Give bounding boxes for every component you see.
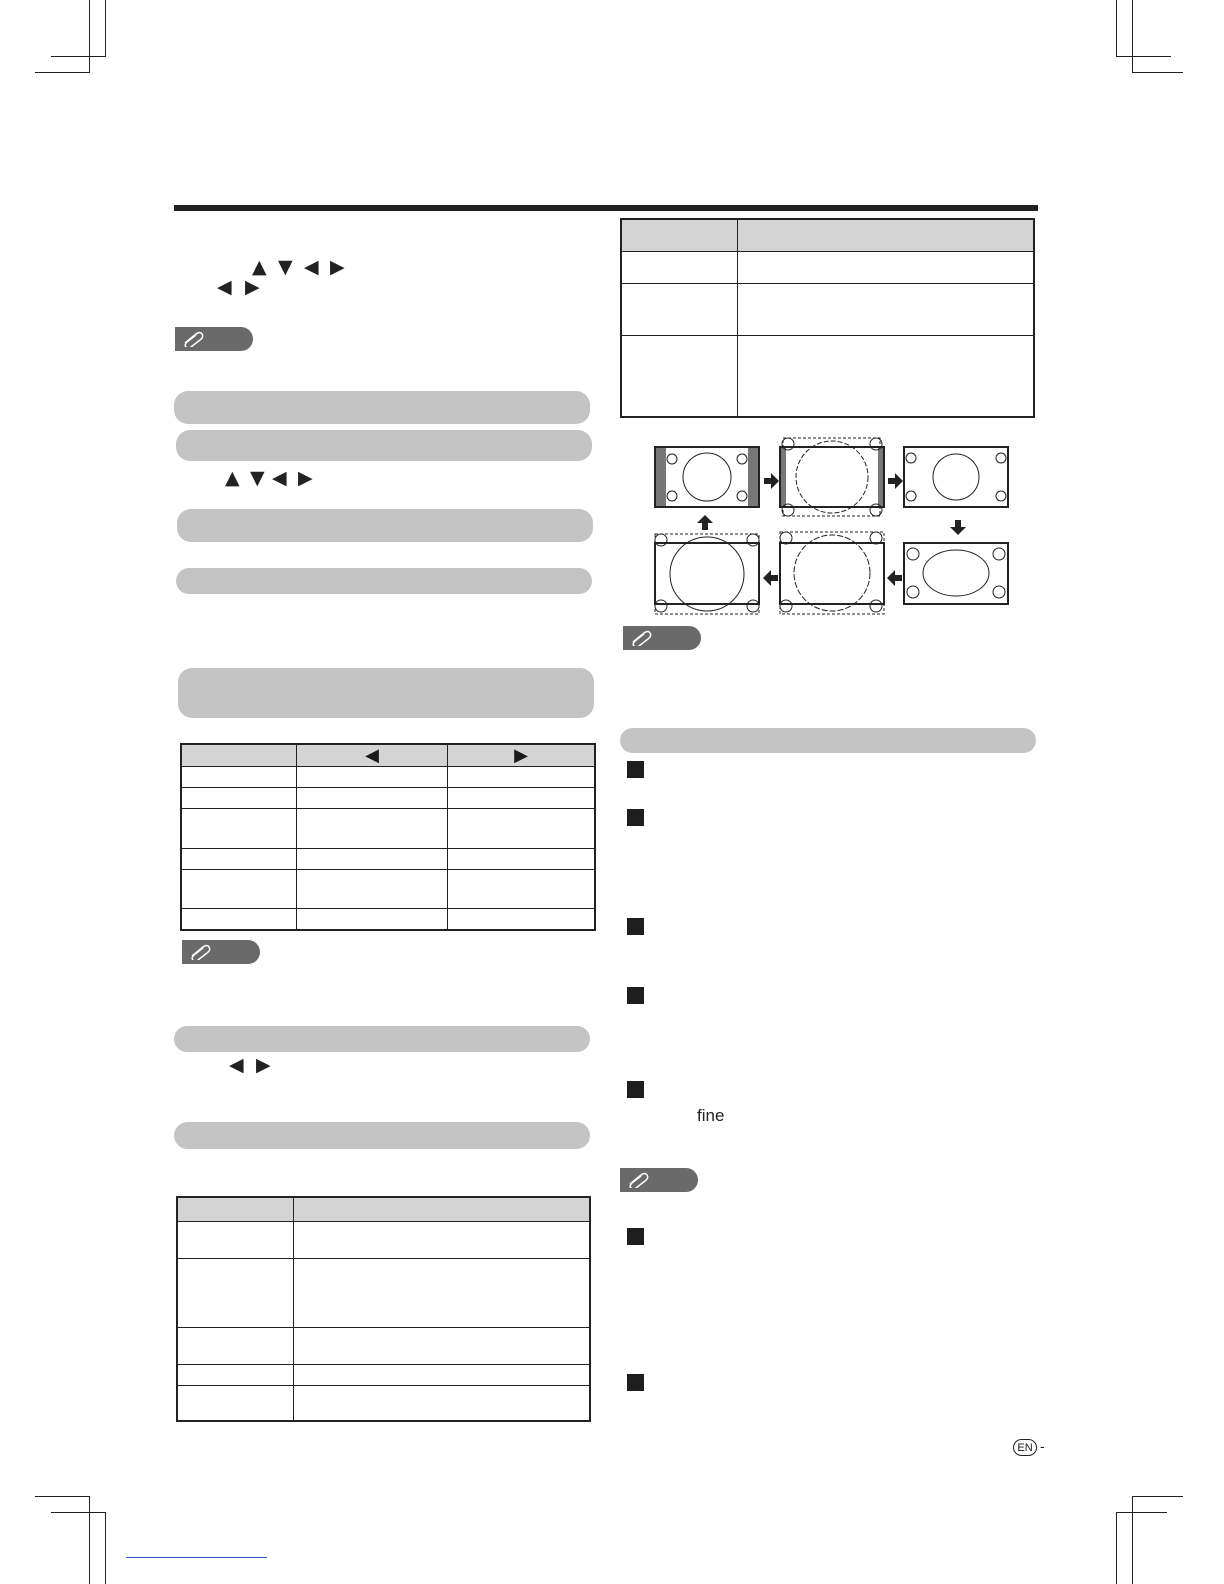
item-table — [176, 1196, 591, 1422]
crop-mark — [1132, 0, 1133, 72]
table-cell — [294, 1327, 591, 1364]
note-clip-icon — [629, 630, 655, 646]
language-badge: EN — [1013, 1439, 1037, 1456]
arrow-right-icon — [764, 473, 779, 489]
table-cell — [181, 909, 297, 930]
table-cell — [621, 283, 738, 335]
arrow-left-icon — [887, 570, 902, 586]
crop-mark — [1116, 56, 1171, 57]
crop-mark — [1132, 1496, 1133, 1584]
table-cell — [297, 788, 448, 809]
note-clip-icon — [181, 331, 207, 347]
table-cell — [738, 283, 1035, 335]
crop-mark — [35, 1496, 90, 1497]
screen-frame-3 — [904, 447, 1008, 507]
down-arrow-glyph: ▼ — [278, 256, 293, 278]
note-tag — [182, 940, 260, 964]
note-clip-icon — [188, 944, 214, 960]
screen-frame-4 — [904, 543, 1008, 604]
table-cell — [181, 849, 297, 870]
table-cell — [177, 1221, 294, 1258]
table-cell — [448, 849, 596, 870]
screen-frame-6 — [655, 534, 759, 614]
left-arrow-glyph: ◀ — [229, 1054, 244, 1076]
right-arrow-glyph: ▶ — [245, 276, 260, 298]
crop-mark — [105, 1512, 106, 1584]
crop-mark — [89, 0, 90, 72]
table-cell — [177, 1385, 294, 1421]
screen-frame-1 — [655, 447, 759, 507]
step-square-icon — [627, 1374, 644, 1391]
section-bar — [177, 509, 593, 542]
table-cell — [738, 251, 1035, 283]
table-cell — [294, 1364, 591, 1385]
table-cell — [181, 767, 297, 788]
table-header-cell — [181, 744, 297, 767]
item-table — [620, 218, 1035, 418]
table-header-left-arrow: ◀ — [297, 744, 448, 767]
step-square-icon — [627, 809, 644, 826]
step-square-icon — [627, 987, 644, 1004]
up-arrow-glyph: ▲ — [252, 256, 267, 278]
section-bar — [176, 430, 592, 461]
section-bar — [174, 1026, 590, 1052]
crop-mark — [105, 0, 106, 56]
aspect-mode-diagram — [640, 434, 1020, 616]
left-arrow-glyph: ◀ — [217, 276, 232, 298]
table-cell — [181, 809, 297, 849]
table-cell — [621, 335, 738, 417]
note-clip-icon — [626, 1172, 652, 1188]
crop-mark — [89, 1496, 90, 1584]
table-cell — [297, 909, 448, 930]
section-bar — [174, 391, 590, 424]
table-header-cell — [294, 1197, 591, 1221]
table-cell — [738, 335, 1035, 417]
crop-mark — [1116, 1512, 1167, 1513]
arrow-left-icon — [763, 570, 778, 586]
table-cell — [297, 849, 448, 870]
right-arrow-glyph: ▶ — [298, 467, 313, 489]
table-cell — [297, 767, 448, 788]
crop-mark — [51, 56, 106, 57]
step-square-icon — [627, 1081, 644, 1098]
left-arrow-glyph: ◀ — [272, 467, 287, 489]
link-underline — [126, 1557, 267, 1558]
table-cell — [181, 788, 297, 809]
section-bar — [620, 728, 1036, 753]
down-arrow-glyph: ▼ — [250, 467, 265, 489]
crop-mark — [51, 1512, 106, 1513]
arrow-up-icon — [697, 515, 713, 530]
table-cell — [294, 1258, 591, 1327]
arrow-right-icon — [888, 473, 903, 489]
table-cell — [448, 870, 596, 909]
table-cell — [294, 1385, 591, 1421]
step-square-icon — [627, 1228, 644, 1245]
table-header-cell — [177, 1197, 294, 1221]
note-tag — [623, 626, 701, 650]
screen-frame-2 — [780, 438, 884, 516]
table-cell — [181, 870, 297, 909]
left-arrow-glyph: ◀ — [304, 256, 319, 278]
table-cell — [621, 251, 738, 283]
table-cell — [294, 1221, 591, 1258]
crop-mark — [1116, 1512, 1117, 1584]
arrow-down-icon — [950, 520, 966, 535]
section-bar — [174, 1122, 590, 1149]
table-cell — [448, 788, 596, 809]
up-arrow-glyph: ▲ — [225, 467, 240, 489]
table-cell — [297, 870, 448, 909]
screen-frame-5 — [780, 532, 884, 614]
note-tag — [620, 1168, 698, 1192]
crop-mark — [1116, 0, 1117, 56]
section-bar — [176, 568, 592, 594]
crop-mark — [1132, 1496, 1183, 1497]
crop-mark — [1132, 72, 1183, 73]
table-cell — [448, 909, 596, 930]
step-square-icon — [627, 761, 644, 778]
table-cell — [177, 1327, 294, 1364]
table-header-right-arrow: ▶ — [448, 744, 596, 767]
section-bar — [178, 668, 594, 718]
step-square-icon — [627, 918, 644, 935]
table-header-cell — [621, 219, 738, 251]
table-cell — [448, 767, 596, 788]
table-cell — [448, 809, 596, 849]
heading-rule — [174, 205, 1038, 211]
page-number-dash: - — [1040, 1438, 1045, 1454]
crop-mark — [35, 72, 90, 73]
table-header-cell — [738, 219, 1035, 251]
note-tag — [175, 327, 253, 351]
table-cell — [297, 809, 448, 849]
body-word: fine — [697, 1106, 725, 1125]
table-cell — [177, 1258, 294, 1327]
right-arrow-glyph: ▶ — [330, 256, 345, 278]
table-cell — [177, 1364, 294, 1385]
setting-table — [180, 743, 596, 931]
right-arrow-glyph: ▶ — [256, 1054, 271, 1076]
